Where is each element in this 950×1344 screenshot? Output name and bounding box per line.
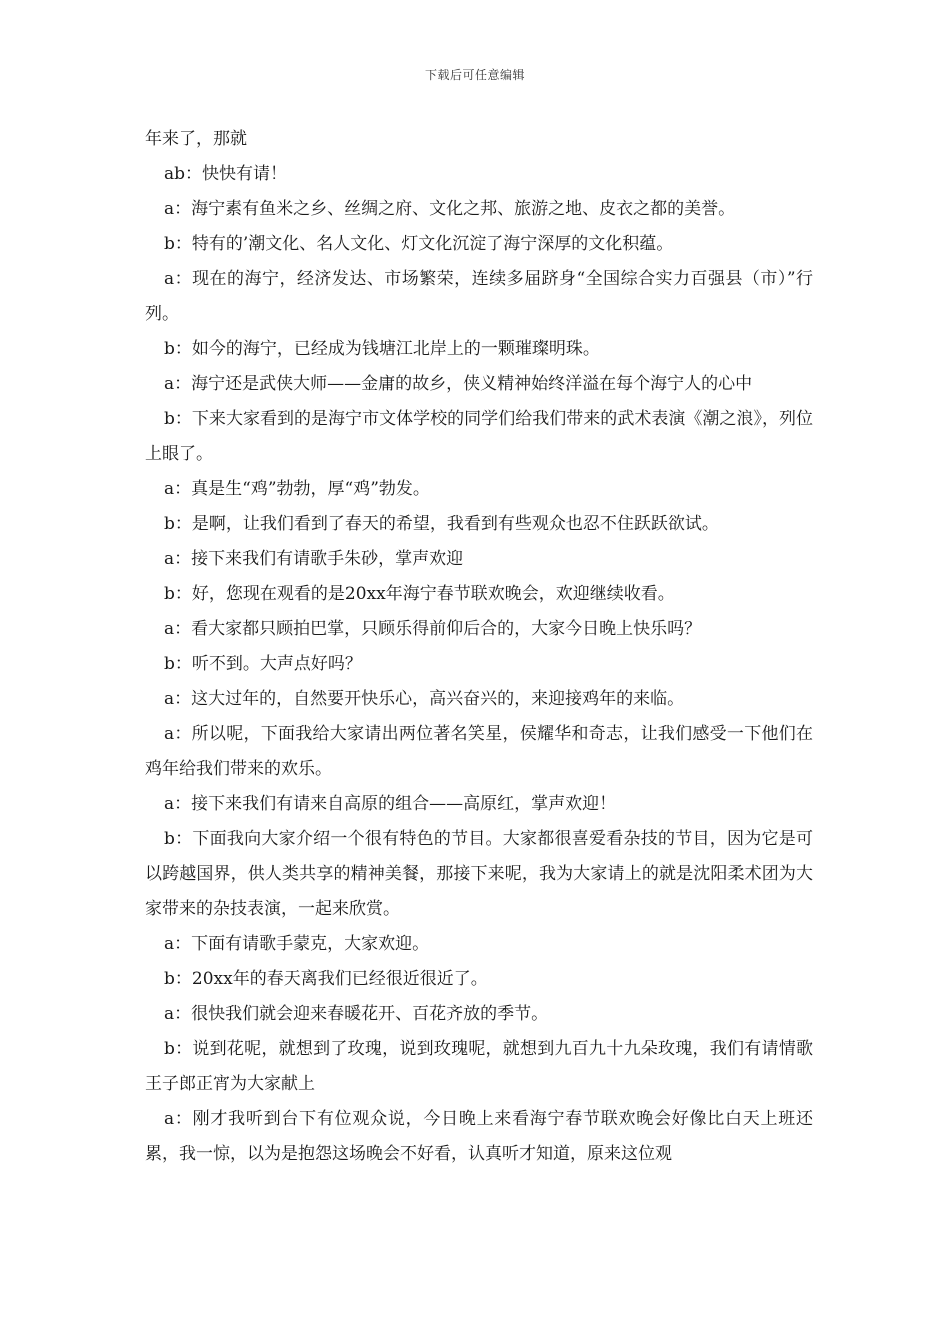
paragraph: a：海宁还是武侠大师——金庸的故乡，侠义精神始终洋溢在每个海宁人的心中 xyxy=(164,374,753,394)
page-header: 下载后可任意编辑 xyxy=(424,68,525,82)
paragraph: a：真是生“鸡”勃勃，厚“鸡”勃发。 xyxy=(164,479,430,499)
paragraph: b：听不到。大声点好吗？ xyxy=(164,654,362,674)
paragraph: a：刚才我听到台下有位观众说，今日晚上来看海宁春节联欢晚会好像比白天上班还累，我一惊，以为是抱怨这场晚会不好看，认真听才知道，原来这位观 xyxy=(145,1109,813,1164)
paragraph: b：下来大家看到的是海宁市文体学校的同学们给我们带来的武术表演《潮之浪》，列位上眼了。 xyxy=(145,409,813,464)
paragraph: a：看大家都只顾拍巴掌，只顾乐得前仰后合的，大家今日晚上快乐吗？ xyxy=(164,619,702,639)
paragraph: b：好，您现在观看的是20xx年海宁春节联欢晚会，欢迎继续收看。 xyxy=(164,584,675,604)
paragraph: 年来了，那就 xyxy=(145,129,247,149)
paragraph: a：海宁素有鱼米之乡、丝绸之府、文化之邦、旅游之地、皮衣之都的美誉。 xyxy=(164,199,736,219)
document-body xyxy=(145,122,813,1172)
paragraph: b：说到花呢，就想到了玫瑰，说到玫瑰呢，就想到九百九十九朵玫瑰，我们有请情歌王子郎正宵为大家献上 xyxy=(145,1039,813,1094)
paragraph: b：20xx年的春天离我们已经很近很近了。 xyxy=(164,969,488,989)
paragraph: a：现在的海宁，经济发达、市场繁荣，连续多届跻身“全国综合实力百强县（市）”行列。 xyxy=(145,269,813,324)
paragraph: b：是啊，让我们看到了春天的希望，我看到有些观众也忍不住跃跃欲试。 xyxy=(164,514,719,534)
paragraph: a：很快我们就会迎来春暖花开、百花齐放的季节。 xyxy=(164,1004,549,1024)
paragraph: a：接下来我们有请歌手朱砂，掌声欢迎 xyxy=(164,549,464,569)
paragraph: a：下面有请歌手蒙克，大家欢迎。 xyxy=(164,934,430,954)
paragraph: b：如今的海宁，已经成为钱塘江北岸上的一颗璀璨明珠。 xyxy=(164,339,600,359)
paragraph: b：特有的’潮文化、名人文化、灯文化沉淀了海宁深厚的文化积蕴。 xyxy=(164,234,674,254)
paragraph: a：所以呢，下面我给大家请出两位著名笑星，侯耀华和奇志，让我们感受一下他们在鸡年给我们带来的欢乐。 xyxy=(145,724,813,779)
paragraph: a：接下来我们有请来自高原的组合——高原红，掌声欢迎！ xyxy=(164,794,617,814)
paragraph: ab：快快有请！ xyxy=(164,164,288,184)
paragraph: b：下面我向大家介绍一个很有特色的节目。大家都很喜爱看杂技的节目，因为它是可以跨越国界，供人类共享的精神美餐，那接下来呢，我为大家请上的就是沈阳柔术团为大家带来的杂技表演，一起来欣赏。 xyxy=(145,829,813,919)
paragraph: a：这大过年的，自然要开快乐心，高兴奋兴的，来迎接鸡年的来临。 xyxy=(164,689,685,709)
